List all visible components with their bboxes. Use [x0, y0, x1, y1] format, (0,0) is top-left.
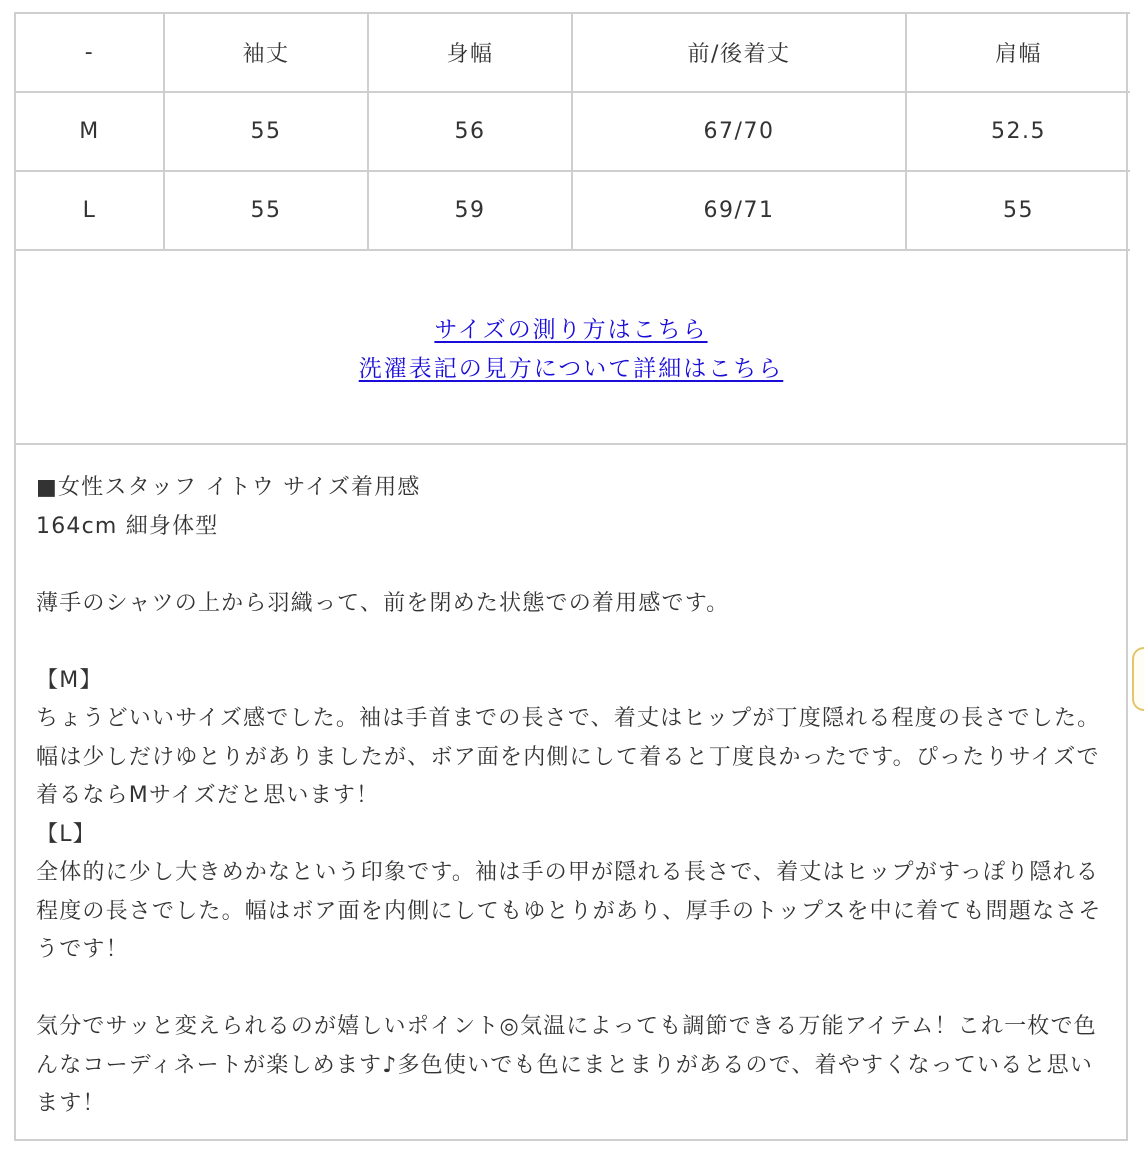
- size-table-cell: M: [16, 92, 164, 171]
- size-measure-link[interactable]: サイズの測り方はこちら: [434, 317, 708, 343]
- review-profile: 164cm 細身体型: [36, 513, 219, 539]
- staff-review: [16, 445, 1126, 1141]
- size-table-cell: 52.5: [906, 92, 1130, 171]
- size-table-body: [16, 13, 1130, 250]
- size-table-header-cell: 前/後着丈: [572, 13, 906, 92]
- size-table-cell: 55: [164, 171, 368, 250]
- size-table-cell: L: [16, 171, 164, 250]
- size-table-row: [16, 171, 1130, 250]
- size-table-header-cell: 肩幅: [906, 13, 1130, 92]
- side-tab-handle[interactable]: [1132, 647, 1144, 711]
- review-heading: ■女性スタッフ イトウ サイズ着用感: [36, 475, 421, 500]
- size-table-cell: 56: [368, 92, 572, 171]
- size-table-row: [16, 92, 1130, 171]
- review-m-text: ちょうどいいサイズ感でした。袖は手首までの長さで、着丈はヒップが丁度隠れる程度の長さでした。幅は少しだけゆとりがありましたが、ボア面を内側にして着ると丁度良かったです。ぴったりサイズで着るならMサイズだと思います！: [36, 706, 1101, 808]
- review-closing: 気分でサッと変えられるのが嬉しいポイント◎気温によっても調節できる万能アイテム！これ一枚で色んなコーディネートが楽しめます♪多色使いでも色にまとまりがあるので、着やすくなっていると思います！: [36, 1014, 1097, 1116]
- size-guide-links: [16, 251, 1126, 445]
- size-table-cell: 55: [906, 171, 1130, 250]
- size-table-header-cell: 袖丈: [164, 13, 368, 92]
- laundry-label-link[interactable]: 洗濯表記の見方について詳細はこちら: [358, 356, 784, 382]
- review-l-text: 全体的に少し大きめかなという印象です。袖は手の甲が隠れる長さで、着丈はヒップがすっぽり隠れる程度の長さでした。幅はボア面を内側にしてもゆとりがあり、厚手のトップスを中に着ても問題なさそうです！: [36, 860, 1102, 962]
- size-table-cell: 67/70: [572, 92, 906, 171]
- review-intro: 薄手のシャツの上から羽織って、前を閉めた状態での着用感です。: [36, 590, 730, 616]
- product-size-section: [14, 12, 1128, 1141]
- size-table: [16, 12, 1130, 251]
- size-table-cell: 55: [164, 92, 368, 171]
- size-table-cell: 69/71: [572, 171, 906, 250]
- size-table-cell: 59: [368, 171, 572, 250]
- review-l-label: 【L】: [36, 821, 96, 847]
- size-table-header-cell: 身幅: [368, 13, 572, 92]
- size-table-header-row: [16, 13, 1130, 92]
- review-m-label: 【M】: [36, 667, 103, 693]
- size-table-header-cell: -: [16, 13, 164, 92]
